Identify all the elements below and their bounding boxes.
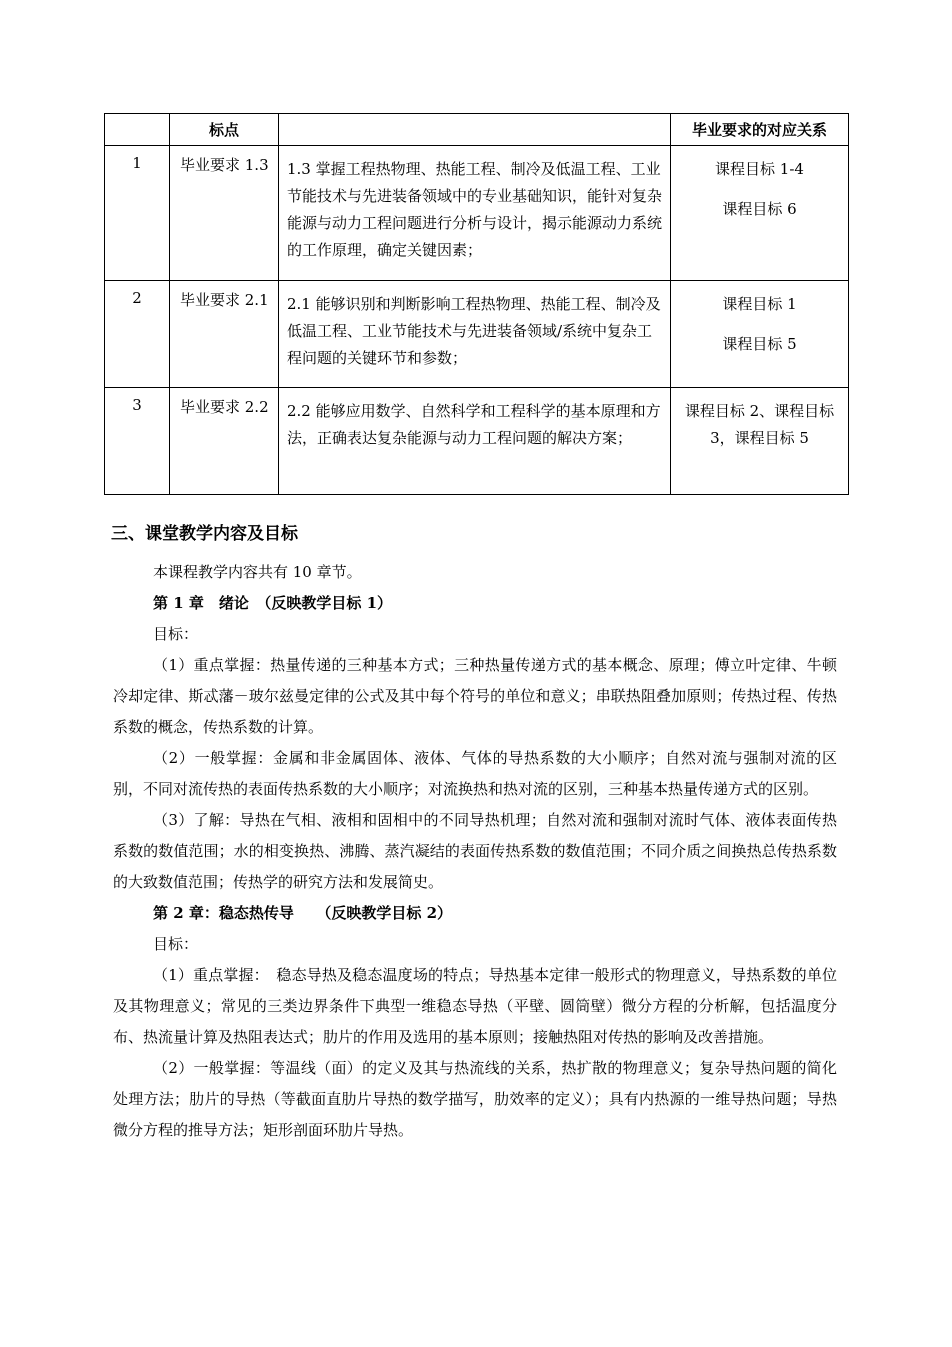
relation-item: 课程目标 6 xyxy=(722,200,797,218)
row-description-cell xyxy=(279,146,671,281)
section-intro: 本课程教学内容共有 10 章节。 xyxy=(153,563,362,581)
header-cell-description xyxy=(279,114,671,146)
row-relation-cell xyxy=(671,146,849,281)
header-cell-relation: 毕业要求的对应关系 xyxy=(671,114,849,146)
relation-item: 课程目标 1 xyxy=(722,295,797,313)
row-description: 2.2 能够应用数学、自然科学和工程科学的基本原理和方法，正确表达复杂能源与动力工程问题的解决方案； xyxy=(287,402,661,447)
table-row xyxy=(105,146,849,281)
chapter-2-heading: 第 2 章：稳态热传导 （反映教学目标 2） xyxy=(153,904,453,922)
graduation-requirements-table xyxy=(104,113,849,495)
header-cell-index xyxy=(105,114,170,146)
row-index-cell xyxy=(105,146,170,281)
chapter-1-goal-1: （1）重点掌握：热量传递的三种基本方式；三种热量传递方式的基本概念、原理；傅立叶定律、牛顿冷却定律、斯忒藩－玻尔兹曼定律的公式及其中每个符号的单位和意义；串联热阻叠加原则；传热过程、传热系数的概念，传热系数的计算。 xyxy=(113,656,837,736)
row-point-cell xyxy=(170,281,279,388)
chapter-1-goal-2: （2）一般掌握：金属和非金属固体、液体、气体的导热系数的大小顺序；自然对流与强制对流的区别，不同对流传热的表面传热系数的大小顺序；对流换热和热对流的区别，三种基本热量传递方式的区别。 xyxy=(113,749,837,798)
row-description-cell xyxy=(279,281,671,388)
chapter-2-goal-1: （1）重点掌握： 稳态导热及稳态温度场的特点；导热基本定律一般形式的物理意义，导热系数的单位及其物理意义；常见的三类边界条件下典型一维稳态导热（平壁、圆筒壁）微分方程的分析解，包括温度分布、热流量计算及热阻表达式；肋片的作用及选用的基本原则；接触热阻对传热的影响及改善措施。 xyxy=(113,966,837,1046)
chapter-1-heading: 第 1 章 绪论 （反映教学目标 1） xyxy=(153,594,393,612)
row-index: 2 xyxy=(132,289,142,307)
chapter-1-goal-3: （3）了解：导热在气相、液相和固相中的不同导热机理；自然对流和强制对流时气体、液体表面传热系数的数值范围；水的相变换热、沸腾、蒸汽凝结的表面传热系数的数值范围；不同介质之间换热总传热系数的大致数值范围；传热学的研究方法和发展简史。 xyxy=(113,811,837,891)
row-point-cell xyxy=(170,146,279,281)
row-index: 3 xyxy=(132,396,142,414)
row-relation-cell xyxy=(671,281,849,388)
chapter-1-goal-label: 目标： xyxy=(153,625,199,643)
row-relation xyxy=(671,388,848,452)
row-description-cell xyxy=(279,388,671,495)
section-title: 三、课堂教学内容及目标 xyxy=(111,524,298,544)
row-index-cell xyxy=(105,281,170,388)
row-description: 2.1 能够识别和判断影响工程热物理、热能工程、制冷及低温工程、工业节能技术与先进装备领域/系统中复杂工程问题的关键环节和参数； xyxy=(287,295,661,367)
row-relation-cell xyxy=(671,388,849,495)
section-body xyxy=(113,557,837,1146)
relation-item: 课程目标 1-4 xyxy=(715,160,804,178)
header-cell-point: 标点 xyxy=(170,114,279,146)
chapter-2-goal-2: （2）一般掌握：等温线（面）的定义及其与热流线的关系，热扩散的物理意义；复杂导热问题的简化处理方法；肋片的导热（等截面直肋片导热的数学描写，肋效率的定义）；具有内热源的一维导热问题；导热微分方程的推导方法；矩形剖面环肋片导热。 xyxy=(113,1059,837,1139)
row-relation xyxy=(671,146,848,223)
row-relation xyxy=(671,281,848,358)
chapter-2-goal-label: 目标： xyxy=(153,935,199,953)
row-index: 1 xyxy=(132,154,142,172)
relation-item: 课程目标 2、课程目标 3，课程目标 5 xyxy=(684,402,835,447)
row-point: 毕业要求 1.3 xyxy=(180,156,269,174)
row-description: 1.3 掌握工程热物理、热能工程、制冷及低温工程、工业节能技术与先进装备领域中的专业基础知识，能针对复杂能源与动力工程问题进行分析与设计，揭示能源动力系统的工作原理，确定关键因素； xyxy=(287,160,663,259)
row-point: 毕业要求 2.2 xyxy=(180,398,269,416)
table-row xyxy=(105,388,849,495)
row-point: 毕业要求 2.1 xyxy=(180,291,269,309)
table-row xyxy=(105,281,849,388)
row-index-cell xyxy=(105,388,170,495)
row-point-cell xyxy=(170,388,279,495)
relation-item: 课程目标 5 xyxy=(722,335,797,353)
table-header-row xyxy=(105,114,849,146)
